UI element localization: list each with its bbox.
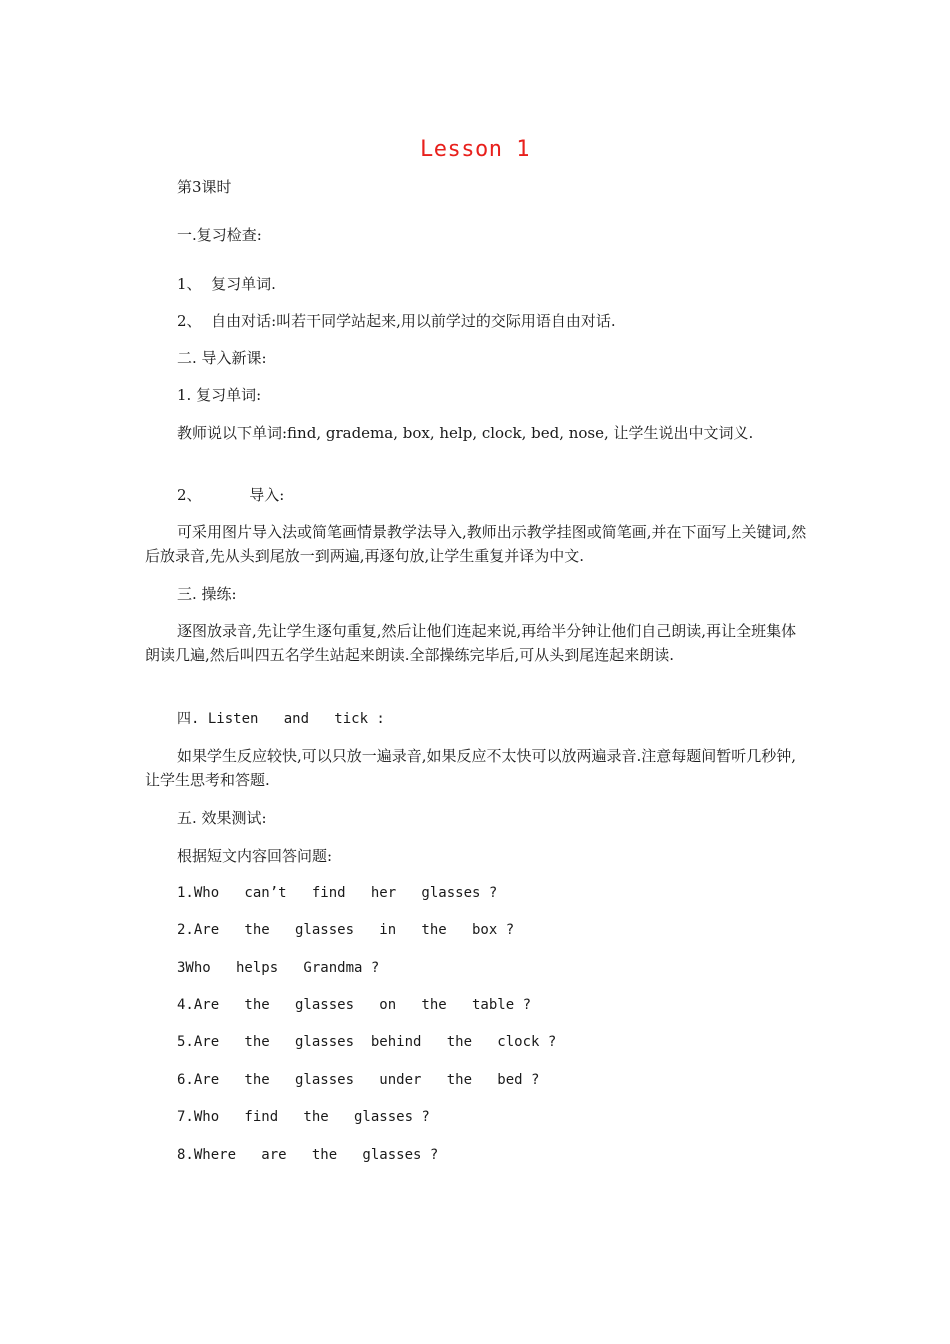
test-instruction: 根据短文内容回答问题: xyxy=(177,847,333,865)
question-item: 4.Are the glasses on the table ? xyxy=(177,997,532,1013)
question-item: 5.Are the glasses behind the clock ? xyxy=(177,1034,557,1050)
question-item: 8.Where are the glasses ? xyxy=(177,1147,439,1163)
section-listen-heading: 四. Listen and tick : xyxy=(177,711,385,727)
section-review-heading: 一.复习检查: xyxy=(177,226,262,244)
review-item-1: 1、 复习单词. xyxy=(177,275,276,293)
intro-item-2: 2、 导入: xyxy=(177,486,285,504)
question-item: 2.Are the glasses in the box ? xyxy=(177,922,515,938)
section-practice-heading: 三. 操练: xyxy=(177,585,237,603)
question-item: 1.Who can’t find her glasses ? xyxy=(177,885,498,901)
period-label: 第3课时 xyxy=(177,178,232,196)
question-item: 3Who helps Grandma ? xyxy=(177,960,380,976)
question-item: 6.Are the glasses under the bed ? xyxy=(177,1072,540,1088)
intro-item-1: 1. 复习单词: xyxy=(177,386,262,404)
intro-words-paragraph: 教师说以下单词:find, gradema, box, help, clock, bed, nose, 让学生说出中文词义. xyxy=(177,424,754,442)
practice-paragraph: 逐图放录音,先让学生逐句重复,然后让他们连起来说,再给半分钟让他们自己朗读,再让全班集体朗读几遍,然后叫四五名学生站起来朗读.全部操练完毕后,可从头到尾连起来朗读. xyxy=(145,622,797,664)
review-item-2: 2、 自由对话:叫若干同学站起来,用以前学过的交际用语自由对话. xyxy=(177,312,616,330)
section-intro-heading: 二. 导入新课: xyxy=(177,349,267,367)
question-item: 7.Who find the glasses ? xyxy=(177,1109,430,1125)
section-test-heading: 五. 效果测试: xyxy=(177,809,267,827)
listen-paragraph: 如果学生反应较快,可以只放一遍录音,如果反应不太快可以放两遍录音.注意每题间暂听几秒钟,让学生思考和答题. xyxy=(145,747,797,789)
intro-method-paragraph: 可采用图片导入法或简笔画情景教学法导入,教师出示教学挂图或简笔画,并在下面写上关键词,然后放录音,先从头到尾放一到两遍,再逐句放,让学生重复并译为中文. xyxy=(145,523,807,565)
lesson-title: Lesson 1 xyxy=(420,137,530,162)
